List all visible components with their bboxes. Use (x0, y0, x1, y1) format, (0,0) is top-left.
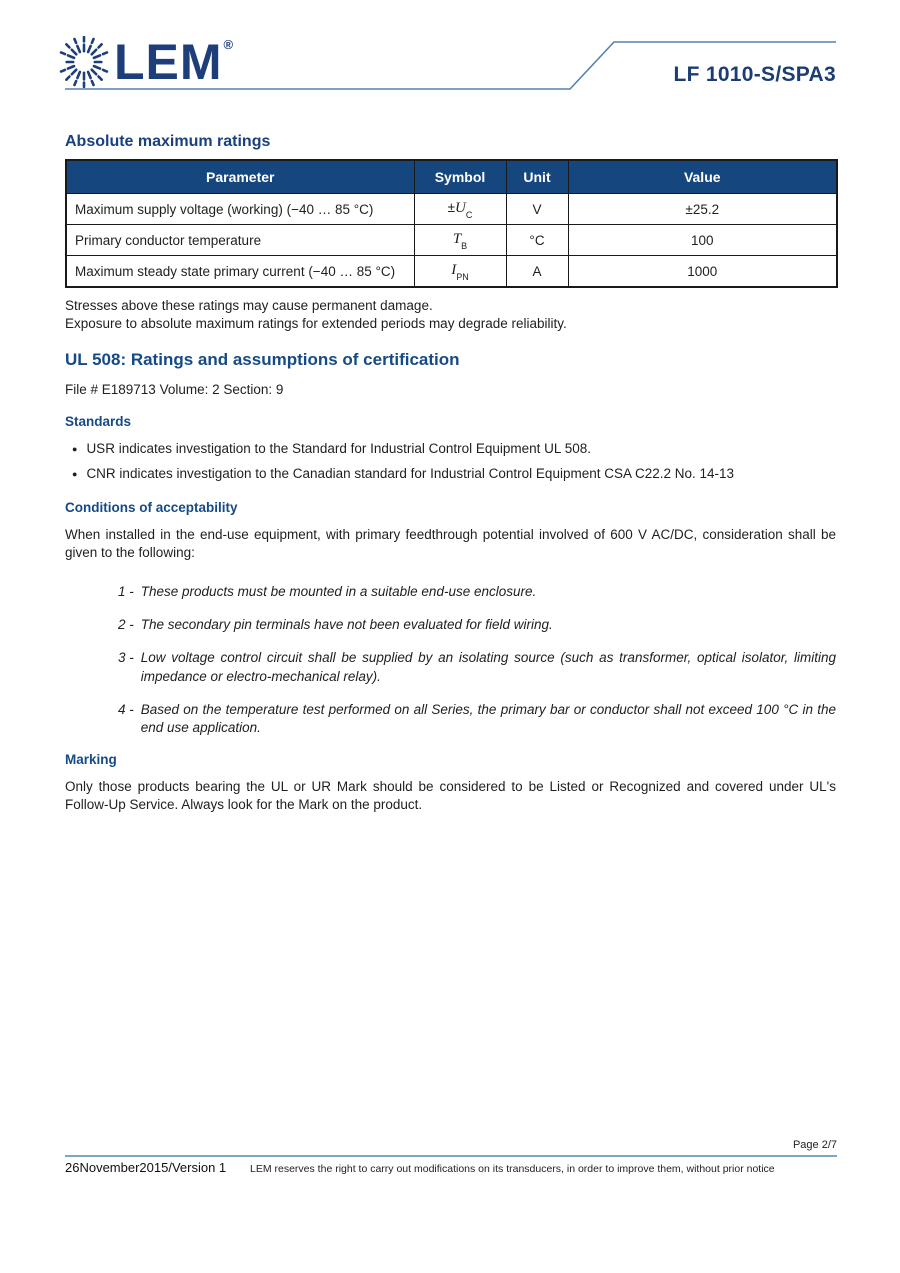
brand-text: LEM (114, 34, 223, 90)
item-text: These products must be mounted in a suitable end-use enclosure. (140, 584, 537, 600)
bullet-text: CNR indicates investigation to the Canadian standard for Industrial Control Equipment CSA C22.2 No. 14-13 (86, 466, 735, 482)
cell-symbol: $T_B$ (414, 225, 506, 256)
cell-parameter: Maximum steady state primary current (−40 … 85 °C) (66, 256, 414, 288)
bullet-icon: ● (72, 469, 78, 480)
page-content (65, 133, 836, 814)
item-number: 2 - (118, 617, 134, 633)
col-header-value: Value (568, 160, 837, 194)
col-header-unit: Unit (506, 160, 568, 194)
marking-text: Only those products bearing the UL or UR Mark should be considered to be Listed or Recognized and covered under UL's Follow-Up Service. Always look for the Mark on the product. (65, 778, 836, 813)
item-number: 1 - (118, 584, 134, 600)
list-item (65, 464, 836, 484)
col-header-symbol: Symbol (414, 160, 506, 194)
registered-mark: ® (223, 36, 234, 52)
item-text: Low voltage control circuit shall be supplied by an isolating source (such as transformer, optical isolator, limiting impedance or electro-mechanical relay). (140, 650, 836, 684)
col-header-parameter: Parameter (66, 160, 414, 194)
cell-value: 100 (568, 225, 837, 256)
section-heading-absolute-maximum-ratings: Absolute maximum ratings (65, 133, 271, 150)
footer-rule (65, 1155, 837, 1157)
list-item (118, 701, 836, 737)
cell-unit: V (506, 194, 568, 225)
cell-parameter: Maximum supply voltage (working) (−40 … 85 °C) (66, 194, 414, 225)
conditions-intro: When installed in the end-use equipment, with primary feedthrough potential involved of 600 V AC/DC, consideration shall be given to the following: (65, 526, 836, 560)
note-permanent-damage: Stresses above these ratings may cause permanent damage. (65, 298, 433, 313)
cell-unit: °C (506, 225, 568, 256)
item-text: Based on the temperature test performed on all Series, the primary bar or conductor shall not exceed 100 °C in the end use application. (140, 701, 836, 735)
table-notes (65, 297, 836, 334)
page-number: Page 2/7 (792, 1139, 837, 1151)
conditions-numbered-list (65, 583, 836, 736)
subheading-conditions-of-acceptability: Conditions of acceptability (65, 499, 238, 515)
cell-unit: A (506, 256, 568, 288)
ul-file-line: File # E189713 Volume: 2 Section: 9 (65, 381, 284, 397)
table-row (66, 225, 837, 256)
bullet-icon: ● (72, 444, 78, 455)
footer-disclaimer: LEM reserves the right to carry out modifications on its transducers, in order to improve them, without prior notice (250, 1163, 775, 1175)
list-item (118, 616, 836, 634)
starburst-icon (58, 36, 110, 88)
cell-value: 1000 (568, 256, 837, 288)
bullet-text: USR indicates investigation to the Standard for Industrial Control Equipment UL 508. (86, 441, 591, 457)
item-number: 4 - (118, 701, 134, 717)
list-item (118, 583, 836, 601)
table-row (66, 256, 837, 288)
item-text: The secondary pin terminals have not been evaluated for field wiring. (140, 617, 553, 633)
cell-symbol: $I_{PN}$ (414, 256, 506, 288)
product-title: LF 1010-S/SPA3 (673, 63, 836, 86)
table-row (66, 194, 837, 225)
subheading-standards: Standards (65, 414, 132, 430)
standards-bullet-list (65, 439, 836, 485)
abs-max-table (65, 159, 838, 288)
list-item (65, 439, 836, 459)
cell-parameter: Primary conductor temperature (66, 225, 414, 256)
table-header-row (66, 160, 837, 194)
lem-logo (58, 36, 232, 88)
cell-symbol: $\pm U_C$ (414, 194, 506, 225)
footer-version: 26November2015/Version 1 (65, 1160, 227, 1175)
section-heading-ul508: UL 508: Ratings and assumptions of certification (65, 349, 460, 369)
note-degrade-reliability: Exposure to absolute maximum ratings for extended periods may degrade reliability. (65, 316, 567, 332)
list-item (118, 649, 836, 685)
item-number: 3 - (118, 650, 134, 666)
cell-value: ±25.2 (568, 194, 837, 225)
subheading-marking: Marking (65, 751, 117, 767)
